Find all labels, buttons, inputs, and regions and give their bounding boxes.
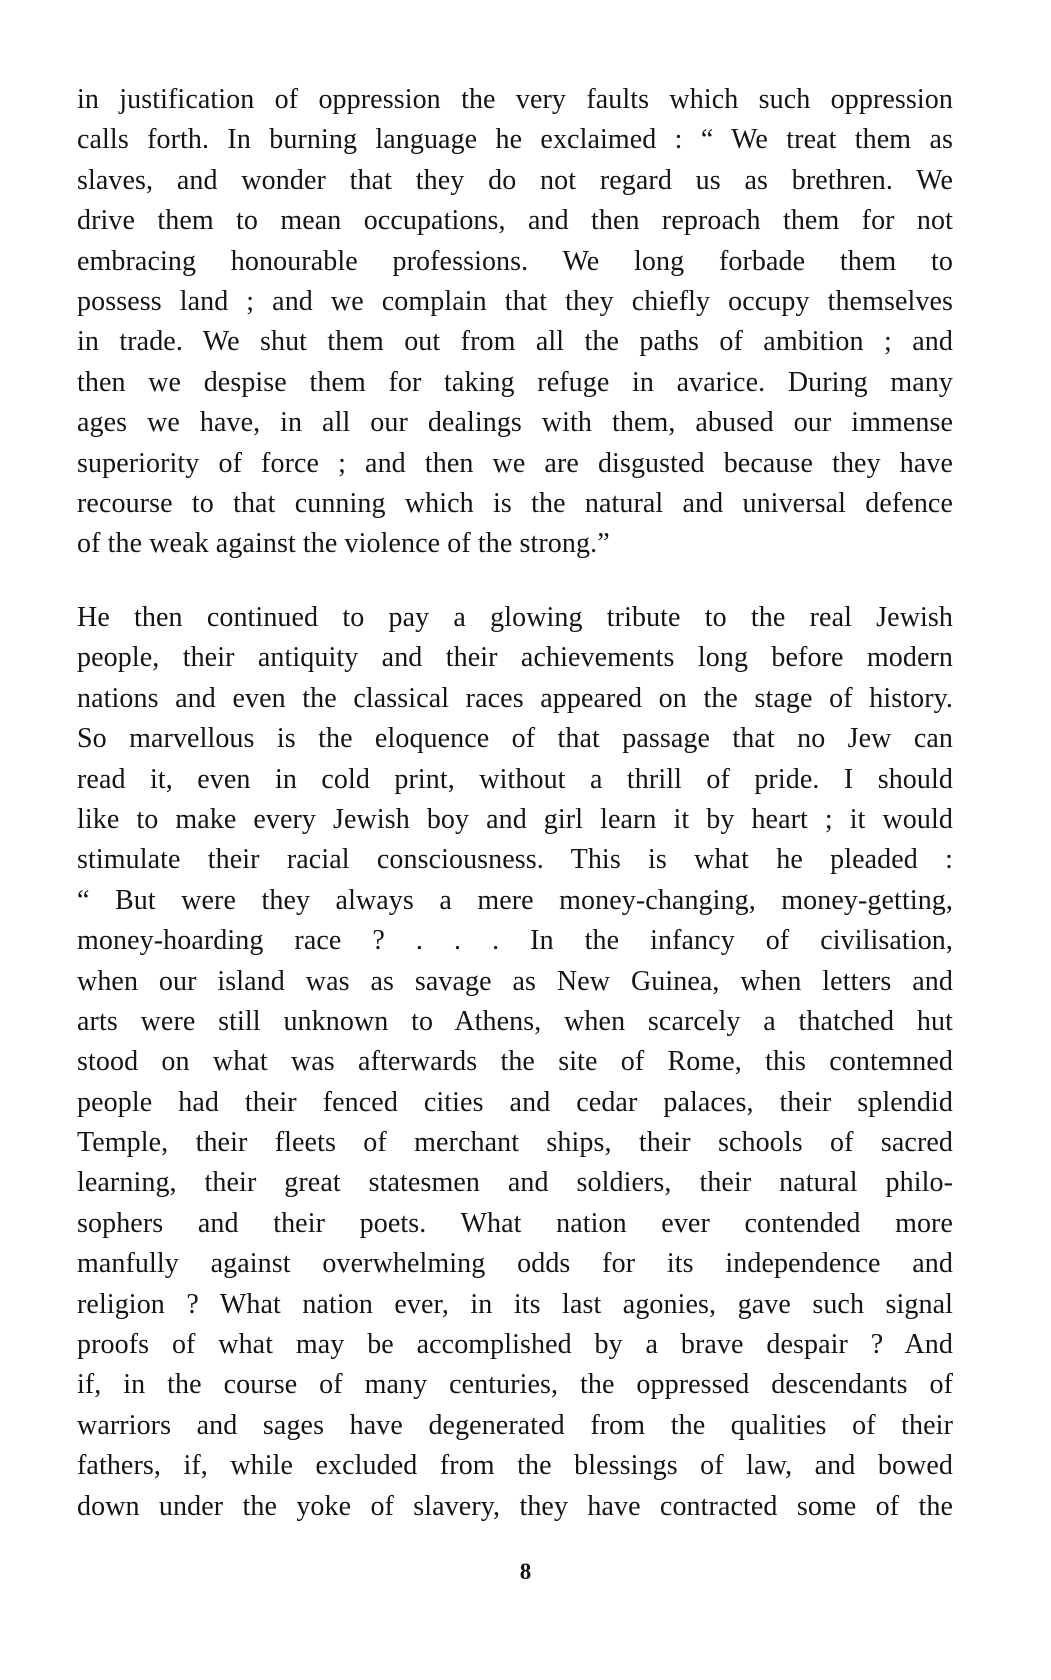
text-line: warriors and sages have degenerated from the qualities of their [77,1409,953,1441]
text-line: “ But were they always a mere money-changing, money-getting, [77,884,953,916]
text-line: superiority of force ; and then we are disgusted because they have [77,447,953,479]
text-line: of the weak against the violence of the strong.” [77,528,610,560]
text-line: slaves, and wonder that they do not regard us as brethren. We [77,164,953,196]
text-line: read it, even in cold print, without a thrill of pride. I should [77,763,953,795]
text-line: fathers, if, while excluded from the blessings of law, and bowed [77,1450,953,1482]
text-line: So marvellous is the eloquence of that passage that no Jew can [77,723,953,755]
text-line: people, their antiquity and their achievements long before modern [77,642,953,674]
text-line: recourse to that cunning which is the natural and universal defence [77,487,953,519]
paragraph-1 [77,80,953,565]
text-line: proofs of what may be accomplished by a brave despair ? And [77,1329,953,1361]
text-line: money-hoarding race ? . . . In the infancy of civilisation, [77,925,953,957]
text-line: in trade. We shut them out from all the paths of ambition ; and [77,326,953,358]
text-line: manfully against overwhelming odds for its independence and [77,1248,953,1280]
text-line: learning, their great statesmen and soldiers, their natural philo- [77,1167,953,1199]
text-line: like to make every Jewish boy and girl learn it by heart ; it would [77,803,953,835]
text-line: Temple, their fleets of merchant ships, their schools of sacred [77,1127,953,1159]
text-line: nations and even the classical races appeared on the stage of history. [77,682,953,714]
text-line: down under the yoke of slavery, they have contracted some of the [77,1490,953,1522]
text-line: drive them to mean occupations, and then reproach them for not [77,205,953,237]
text-line: religion ? What nation ever, in its last agonies, gave such signal [77,1288,953,1320]
text-line: people had their fenced cities and cedar palaces, their splendid [77,1086,953,1118]
text-line: stimulate their racial consciousness. This is what he pleaded : [77,844,953,876]
text-line: He then continued to pay a glowing tribute to the real Jewish [77,602,953,633]
text-line: in justification of oppression the very faults which such oppression [77,84,953,115]
text-line: embracing honourable professions. We long forbade them to [77,245,953,277]
paragraph-2 [77,598,953,1527]
page-number: 8 [519,1559,532,1584]
text-line: then we despise them for taking refuge in avarice. During many [77,366,953,398]
text-line: arts were still unknown to Athens, when scarcely a thatched hut [77,1005,953,1037]
text-line: calls forth. In burning language he exclaimed : “ We treat them as [77,124,953,156]
text-line: ages we have, in all our dealings with them, abused our immense [77,407,953,439]
text-line: possess land ; and we complain that they chiefly occupy themselves [77,285,953,317]
text-line: if, in the course of many centuries, the oppressed descendants of [77,1369,953,1401]
text-line: stood on what was afterwards the site of Rome, this contemned [77,1046,953,1078]
text-line: sophers and their poets. What nation ever contended more [77,1207,953,1239]
text-line: when our island was as savage as New Guinea, when letters and [77,965,953,997]
